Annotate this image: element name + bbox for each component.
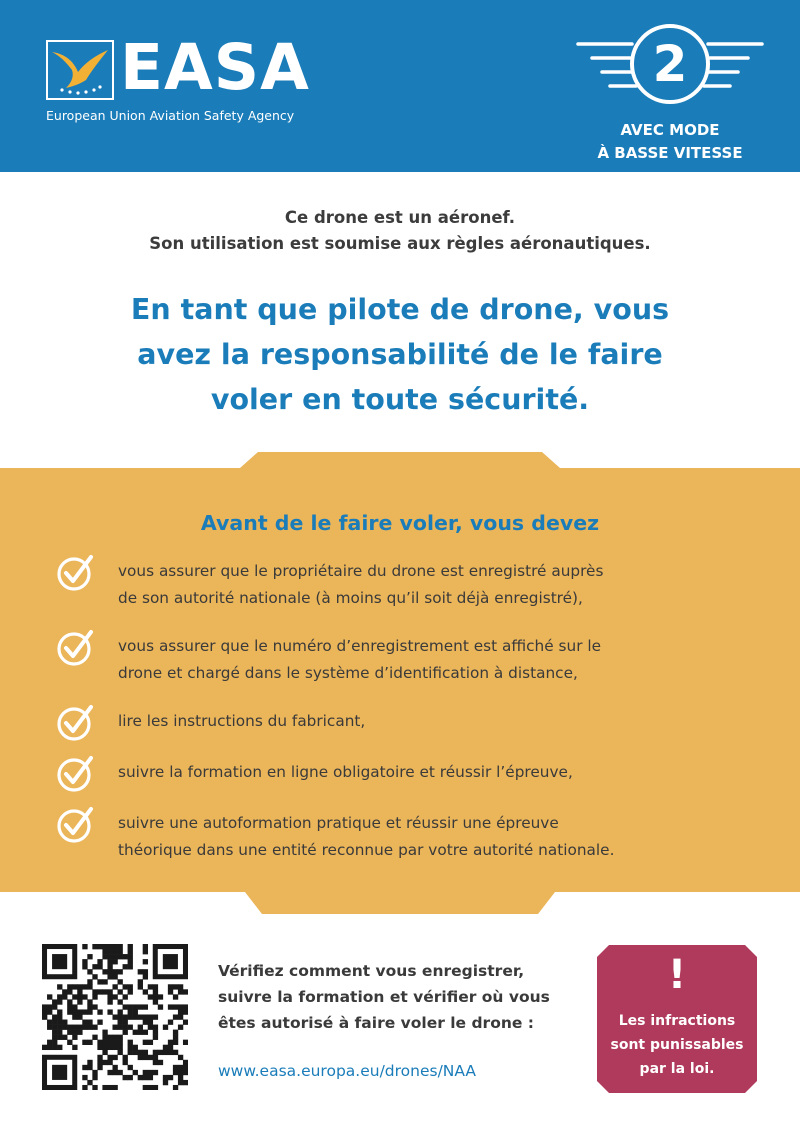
checklist-item-line: vous assurer que le propriétaire du drone est enregistré auprès xyxy=(118,562,604,580)
checklist-item-line: lire les instructions du fabricant, xyxy=(118,712,366,730)
bird-logo-icon xyxy=(46,40,114,100)
checklist-item-text xyxy=(118,810,768,864)
checklist-item-text xyxy=(118,558,768,612)
category-badge xyxy=(570,18,770,170)
warning-badge xyxy=(597,945,757,1093)
check-circle-icon xyxy=(55,753,95,793)
exclamation-icon: ! xyxy=(667,952,687,998)
category-label xyxy=(570,119,770,165)
verify-line: Vérifiez comment vous enregistrer, xyxy=(218,962,525,980)
category-label-line: AVEC MODE xyxy=(620,121,720,139)
checklist-item-line: suivre une autoformation pratique et réussir une épreuve xyxy=(118,814,559,832)
checklist-title: Avant de le faire voler, vous devez xyxy=(200,511,600,535)
headline-line: avez la responsabilité de le faire xyxy=(137,338,663,371)
checklist-item-text xyxy=(118,708,768,735)
verify-line: êtes autorisé à faire voler le drone : xyxy=(218,1014,534,1032)
check-circle-icon xyxy=(55,804,95,844)
logo-subtitle: European Union Aviation Safety Agency xyxy=(46,108,295,123)
checklist-item-line: de son autorité nationale (à moins qu’il soit déjà enregistré), xyxy=(118,589,583,607)
logo-wordmark: EASA xyxy=(120,31,310,104)
page-headline xyxy=(40,287,760,422)
qr-code-icon[interactable] xyxy=(42,944,188,1090)
category-label-line: À BASSE VITESSE xyxy=(597,144,743,162)
checklist-item-line: théorique dans une entité reconnue par votre autorité nationale. xyxy=(118,841,615,859)
warning-text xyxy=(597,1009,757,1081)
checklist-item-line: vous assurer que le numéro d’enregistrement est affiché sur le xyxy=(118,637,602,655)
naa-link[interactable]: www.easa.europa.eu/drones/NAA xyxy=(218,1062,477,1080)
warning-line: sont punissables xyxy=(610,1037,744,1053)
checklist-item-text xyxy=(118,759,768,786)
warning-line: Les infractions xyxy=(618,1013,736,1029)
check-circle-icon xyxy=(55,627,95,667)
intro-line: Son utilisation est soumise aux règles aéronautiques. xyxy=(149,234,651,253)
header-banner xyxy=(0,0,800,172)
warning-line: par la loi. xyxy=(639,1061,715,1077)
category-number: 2 xyxy=(652,35,688,93)
check-circle-icon xyxy=(55,552,95,592)
intro-text xyxy=(60,205,740,257)
verify-line: suivre la formation et vérifier où vous xyxy=(218,988,550,1006)
intro-line: Ce drone est un aéronef. xyxy=(284,208,516,227)
verify-instructions xyxy=(218,958,578,1036)
checklist-item-line: suivre la formation en ligne obligatoire et réussir l’épreuve, xyxy=(118,763,573,781)
checklist-item-line: drone et chargé dans le système d’identification à distance, xyxy=(118,664,578,682)
checklist-item-text xyxy=(118,633,768,687)
headline-line: voler en toute sécurité. xyxy=(210,383,590,416)
headline-line: En tant que pilote de drone, vous xyxy=(130,293,670,326)
check-circle-icon xyxy=(55,702,95,742)
